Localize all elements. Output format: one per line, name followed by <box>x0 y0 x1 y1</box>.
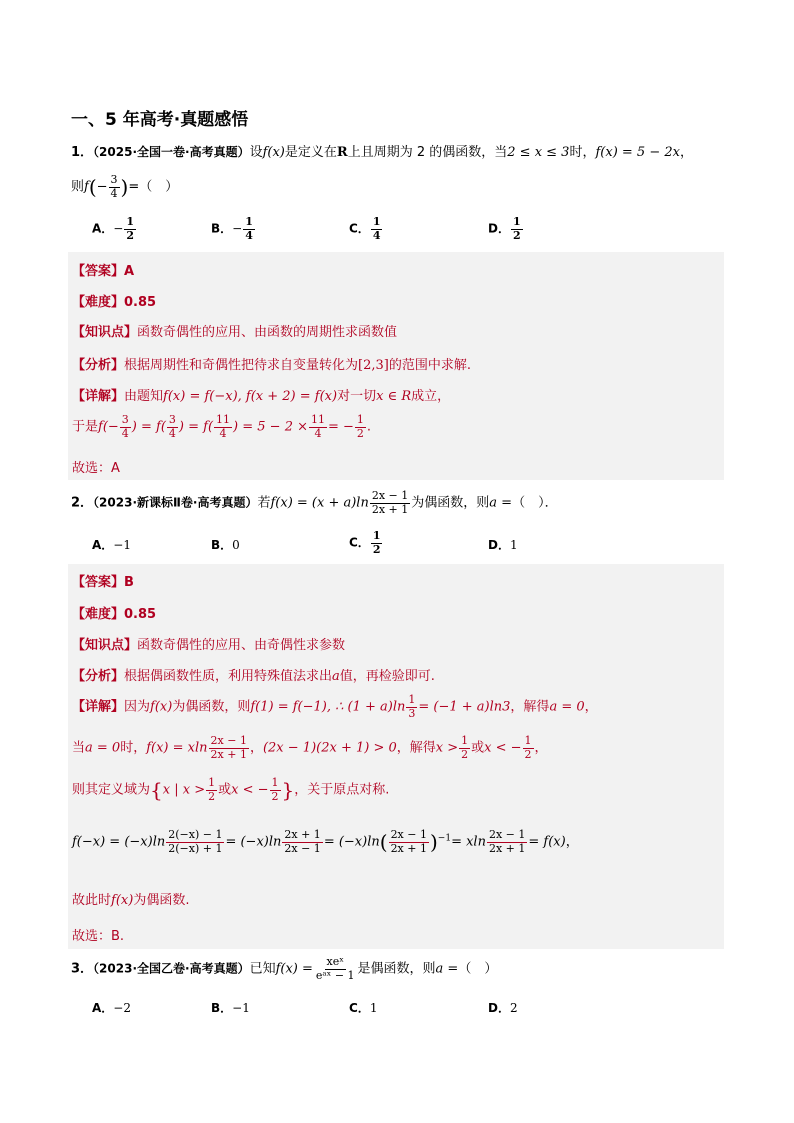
text: 设 <box>249 145 263 160</box>
detail-row: 【详解】由题知f(x) = f(−x), f(x + 2) = f(x)对一切x ∈ R成立， <box>72 389 451 404</box>
knowledge-row: 【知识点】函数奇偶性的应用、由奇偶性求参数 <box>72 638 346 653</box>
question-number: 1． <box>71 145 94 160</box>
option-d[interactable]: D． $\frac{1}{2}$ <box>488 215 521 242</box>
option-b[interactable]: B．− $\frac{1}{4}$ <box>211 215 253 242</box>
knowledge-row: 【知识点】函数奇偶性的应用、由函数的周期性求函数值 <box>72 325 398 340</box>
choose-row: 故选：B. <box>72 929 125 944</box>
math: f(x) = 5 − 2x <box>595 145 680 160</box>
section-title: 一、5 年高考·真题感悟 <box>71 110 249 130</box>
math: R <box>336 145 348 160</box>
detail-line-5: 故此时f(x)为偶函数. <box>72 893 190 908</box>
math: 2 ≤ x ≤ 3 <box>507 145 570 160</box>
option-a[interactable]: A．− $\frac{1}{2}$ <box>92 215 135 242</box>
question-1-line-2: 则f(− $\frac{3}{4}$ )=（ ） <box>71 173 179 200</box>
detail-line-4: f(−x) = (−x)ln $\frac{2(-x) - 1}{2(-x) + 1}$ = (−x)ln $\frac{2x + 1}{2x - 1}$ = (−x)ln( $\frac{2x - 1}{2x + 1}$ )$^{-1}$= xln $\frac{2x - 1}{2x + 1}$ = f(x)， <box>72 828 579 855</box>
question-source: （2025·全国一卷·高考真题） <box>93 145 250 159</box>
analysis-row: 【分析】根据偶函数性质，利用特殊值法求出a值，再检验即可. <box>72 669 435 684</box>
option-c[interactable]: C． $\frac{1}{4}$ <box>349 215 381 242</box>
choose-row: 故选：A <box>72 461 120 476</box>
math: − <box>96 179 108 195</box>
option-a[interactable]: A．−2 <box>92 1001 131 1015</box>
detail-line-2: 当a = 0时，f(x) = xln $\frac{2x - 1}{2x + 1}$ ，(2x − 1)(2x + 1) > 0，解得x > $\frac{1}{2}$ 或x < − $\frac{1}{2}$ ， <box>72 734 548 761</box>
math: f(x) <box>262 145 285 160</box>
text: 上且周期为 2 的偶函数，当 <box>347 145 508 160</box>
option-a[interactable]: A．−1 <box>92 538 131 552</box>
text: 则 <box>71 179 85 195</box>
detail-derivation: 于是f(− $\frac{3}{4}$ ) = f( $\frac{3}{4}$ ) = f( $\frac{11}{4}$ ) = 5 − 2 × $\frac{11}{4}$ = − $\frac{1}{2}$ . <box>72 413 372 440</box>
option-d[interactable]: D．1 <box>488 538 518 552</box>
difficulty-row: 【难度】0.85 <box>72 607 157 622</box>
text: =（ ） <box>128 179 179 195</box>
answer-row: 【答案】B <box>72 575 134 590</box>
question-1-line-1: 1．（2025·全国一卷·高考真题）设f(x)是定义在R上且周期为 2 的偶函数，当2 ≤ x ≤ 3时，f(x) = 5 − 2x， <box>71 145 693 160</box>
math: f <box>84 179 89 195</box>
option-c[interactable]: C．1 <box>349 1001 378 1015</box>
option-c[interactable]: C． $\frac{1}{2}$ <box>349 529 381 556</box>
fraction: $\frac{3}{4}$ <box>110 173 118 200</box>
text: 是定义在 <box>284 145 337 160</box>
difficulty-row: 【难度】0.85 <box>72 295 157 310</box>
text: 时， <box>569 145 596 160</box>
detail-line-3: 则其定义域为{x | x > $\frac{1}{2}$ 或x < − $\frac{1}{2}$ }，关于原点对称. <box>72 776 390 803</box>
option-d[interactable]: D．2 <box>488 1001 518 1015</box>
option-b[interactable]: B．0 <box>211 538 240 552</box>
detail-row: 【详解】因为f(x)为偶函数，则f(1) = f(−1), ∴ (1 + a)ln $\frac{1}{3}$ = (−1 + a)ln3，解得a = 0， <box>72 693 598 720</box>
question-2-line: 2．（2023·新课标Ⅱ卷·高考真题）若f(x) = (x + a)ln $\frac{2x - 1}{2x + 1}$ 为偶函数，则a =（ ）． <box>71 489 558 516</box>
analysis-row: 【分析】根据周期性和奇偶性把待求自变量转化为[2,3]的范围中求解. <box>72 358 471 373</box>
question-3-line: 3．（2023·全国乙卷·高考真题）已知f(x) = $\frac{\text{xeˣ}}{\text{eᵃˣ − 1}}$ 是偶函数，则a =（ ） <box>71 955 498 982</box>
option-b[interactable]: B．−1 <box>211 1001 250 1015</box>
answer-row: 【答案】A <box>72 264 135 279</box>
